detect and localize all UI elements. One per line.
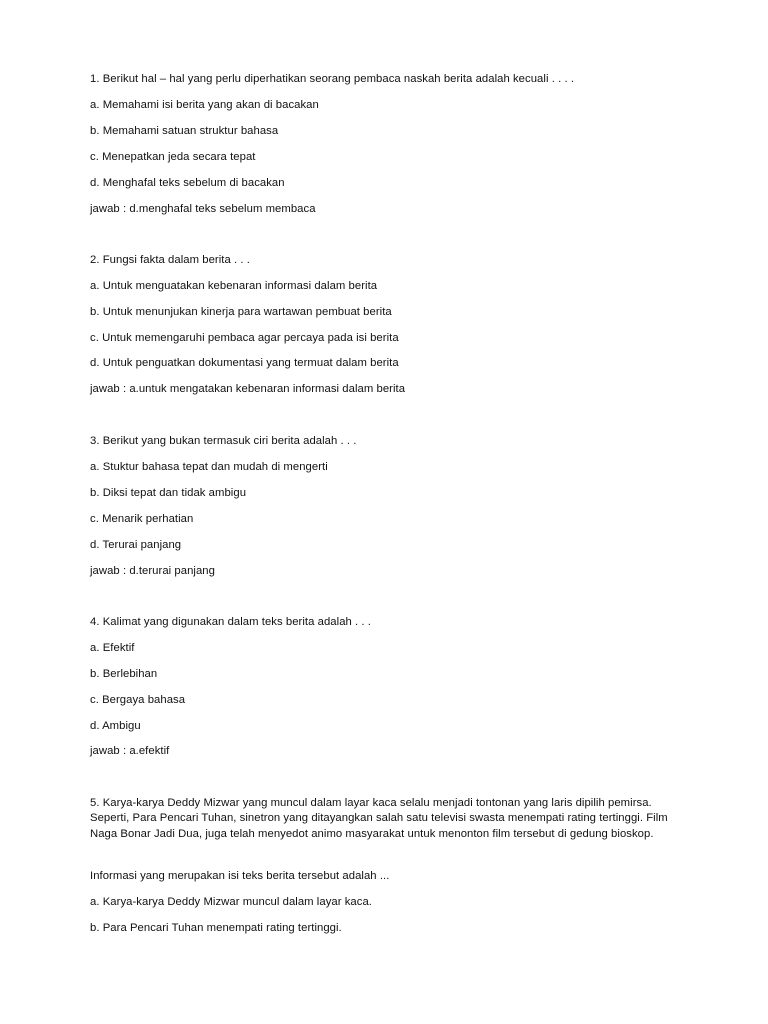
q4-option-c: c. Bergaya bahasa <box>90 694 186 706</box>
q2-option-d: d. Untuk penguatkan dokumentasi yang termuat dalam berita <box>90 357 399 369</box>
q3-option-b: b. Diksi tepat dan tidak ambigu <box>90 487 247 499</box>
q3-answer: jawab : d.terurai panjang <box>90 565 215 577</box>
q2-question: 2. Fungsi fakta dalam berita . . . <box>90 254 250 266</box>
q5-passage: 5. Karya-karya Deddy Mizwar yang muncul dalam layar kaca selalu menjadi tontonan yang laris dipilih pemirsa. Seperti, Para Pencari Tuhan, sinetron yang ditayangkan salah satu televisi swasta menempati rating tertinggi. Film Naga Bonar Jadi Dua, juga telah menyedot animo masyarakat untuk menonton film tersebut di gedung bioskop. <box>90 797 668 840</box>
q4-option-a: a. Efektif <box>90 642 135 654</box>
q1-answer: jawab : d.menghafal teks sebelum membaca <box>90 203 316 215</box>
q1-option-a: a. Memahami isi berita yang akan di bacakan <box>90 99 319 111</box>
q2-option-b: b. Untuk menunjukan kinerja para wartawan pembuat berita <box>90 306 392 318</box>
q2-answer: jawab : a.untuk mengatakan kebenaran informasi dalam berita <box>90 383 406 395</box>
q5-option-b: b. Para Pencari Tuhan menempati rating tertinggi. <box>90 922 342 934</box>
q4-question: 4. Kalimat yang digunakan dalam teks berita adalah . . . <box>90 616 371 628</box>
q4-answer: jawab : a.efektif <box>90 745 170 757</box>
q4-option-d: d. Ambigu <box>90 720 141 732</box>
q1-option-d: d. Menghafal teks sebelum di bacakan <box>90 177 285 189</box>
q3-option-a: a. Stuktur bahasa tepat dan mudah di mengerti <box>90 461 328 473</box>
q1-option-b: b. Memahami satuan struktur bahasa <box>90 125 279 137</box>
q2-option-c: c. Untuk memengaruhi pembaca agar percaya pada isi berita <box>90 332 399 344</box>
q3-question: 3. Berikut yang bukan termasuk ciri berita adalah . . . <box>90 435 357 447</box>
q4-option-b: b. Berlebihan <box>90 668 158 680</box>
q1-option-c: c. Menepatkan jeda secara tepat <box>90 151 256 163</box>
q3-option-c: c. Menarik perhatian <box>90 513 194 525</box>
q5-question: Informasi yang merupakan isi teks berita tersebut adalah ... <box>90 870 390 882</box>
q3-option-d: d. Terurai panjang <box>90 539 182 551</box>
q2-option-a: a. Untuk menguatakan kebenaran informasi dalam berita <box>90 280 378 292</box>
q1-question: 1. Berikut hal – hal yang perlu diperhatikan seorang pembaca naskah berita adalah kecuali . . . . <box>90 73 575 85</box>
q5-option-a: a. Karya-karya Deddy Mizwar muncul dalam layar kaca. <box>90 896 372 908</box>
